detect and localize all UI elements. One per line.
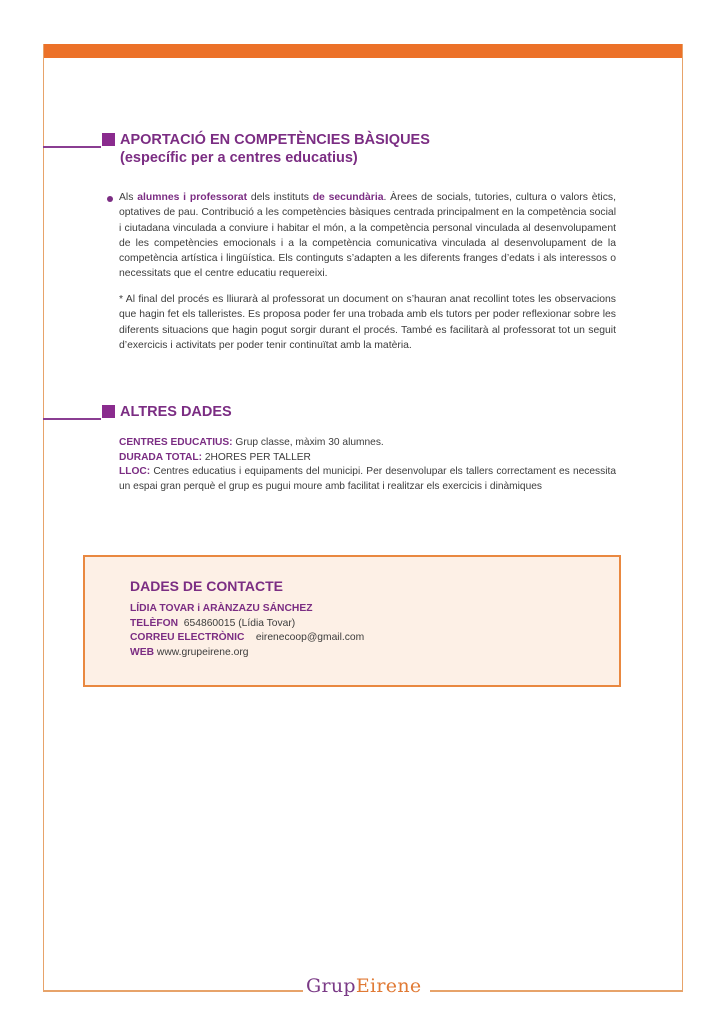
contact-email — [130, 631, 364, 646]
logo-grup: Grup — [306, 975, 356, 997]
footer-rule-left — [43, 990, 303, 992]
logo-eirene: Eirene — [355, 975, 422, 997]
section-title-line2: (específic per a centres educatius) — [120, 150, 358, 166]
detail-label: CENTRES EDUCATIUS: — [119, 437, 233, 448]
text: dels instituts — [247, 192, 313, 203]
bullet-dot-icon — [107, 196, 113, 202]
email-value[interactable]: eirenecoop@gmail.com — [255, 632, 365, 643]
contact-names: LÍDIA TOVAR i ARÀNZAZU SÁNCHEZ — [130, 603, 313, 614]
detail-value: 2HORES PER TALLER — [202, 451, 311, 463]
web-label: WEB — [130, 646, 155, 658]
detail-value: Centres educatius i equipaments del municipi. Per desenvolupar els tallers correctament es necessita un espai gran perquè el grup es pugui moure amb facilitat i realitzar els exercicis i dinàmiques — [119, 466, 616, 492]
phone-label: TELÈFON — [130, 617, 179, 629]
contact-rows — [130, 602, 364, 660]
square-bullet-icon — [102, 405, 115, 418]
detail-row-centres — [119, 436, 616, 451]
contact-box — [83, 555, 621, 687]
text: . Àrees de socials, tutories, cultura o valors ètics, optatives de pau. Contribució a les competències bàsiques centrada principalment en la competència social i ciutadana vinculada a conviure i habitar el món, a la competència personal vinculada al desenvolupament de les competències emocionals i a la competència comunicativa vinculada al desenvolupament de la competència artística i lingüística. Els continguts s’adapten a les diferents franges d’edats i als interessos o necessitats que el centre educatiu requereixi. — [119, 192, 616, 280]
text: Als — [119, 192, 138, 203]
email-label: CORREU ELECTRÒNIC — [130, 632, 245, 643]
footer-rule-right — [430, 990, 683, 992]
contact-title: DADES DE CONTACTE — [130, 578, 283, 594]
web-link[interactable]: www.grupeirene.org — [156, 646, 249, 658]
detail-label: DURADA TOTAL: — [119, 451, 202, 463]
section-title — [120, 131, 430, 167]
highlight-students: alumnes i professorat — [137, 192, 248, 203]
detail-value: Grup classe, màxim 30 alumnes. — [232, 437, 384, 448]
highlight-secondary: de secundària — [312, 192, 384, 203]
other-data-list — [119, 436, 616, 494]
heading-rule — [43, 418, 101, 420]
contact-phone — [130, 617, 364, 632]
section-title: ALTRES DADES — [120, 404, 232, 420]
square-bullet-icon — [102, 133, 115, 146]
final-note-paragraph: * Al final del procés es lliurarà al professorat un document on s’hauran anat recollint totes les observacions que hagin fet els talleristes. Es proposa poder fer una trobada amb els tutors per poder reflexionar sobre les diferents situacions que hagin pogut sorgir durant el procés. També es facilitarà al professorat tot un seguit d’exercicis i activitats per poder tenir continuïtat amb la matèria. — [119, 294, 616, 351]
phone-value: 654860015 (Lídia Tovar) — [183, 617, 296, 629]
competencies-paragraph — [119, 190, 616, 282]
detail-row-place — [119, 465, 616, 494]
grupeirene-logo — [306, 975, 426, 997]
section-title-line1: APORTACIÓ EN COMPETÈNCIES BÀSIQUES — [120, 132, 430, 148]
detail-row-duration — [119, 451, 616, 466]
heading-rule — [43, 146, 101, 148]
detail-label: LLOC: — [119, 466, 151, 478]
contact-web — [130, 646, 364, 661]
page-frame — [43, 44, 683, 990]
